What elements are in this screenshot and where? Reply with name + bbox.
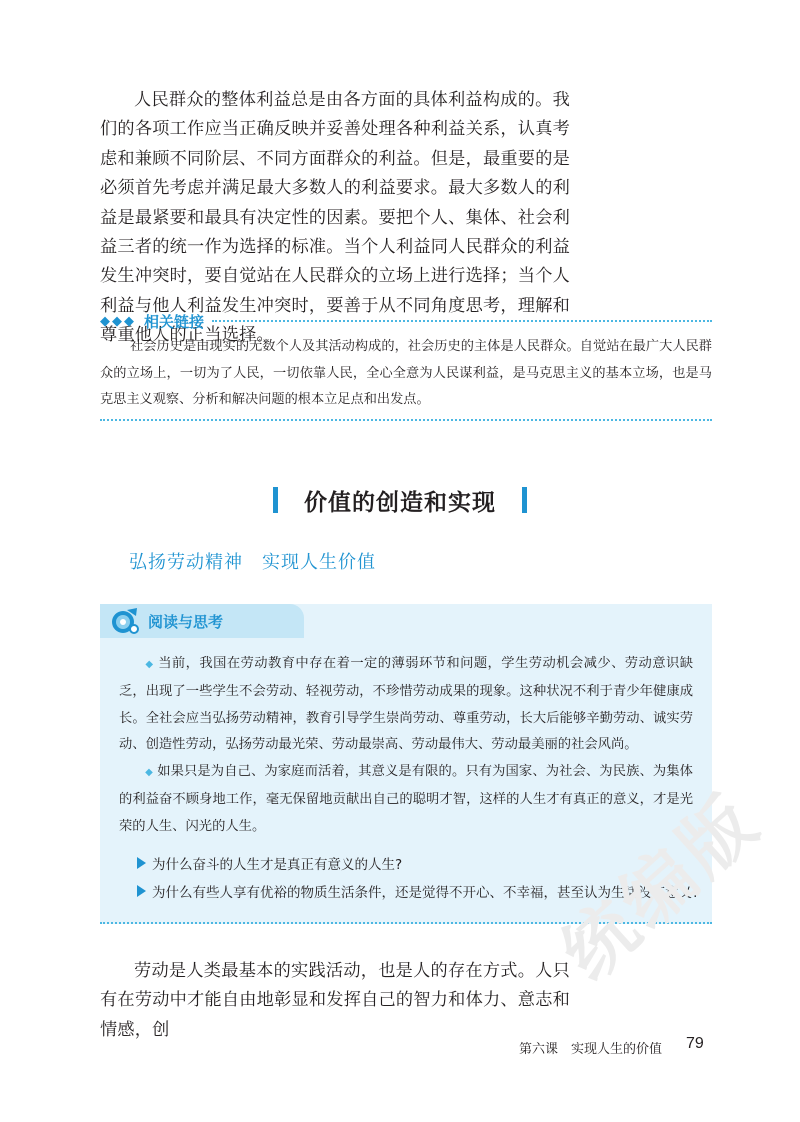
- reading-paragraph: ◆ 当前，我国在劳动教育中存在着一定的薄弱环节和问题，学生劳动机会减少、劳动意识缺乏，出现了一些学生不会劳动、轻视劳动，不珍惜劳动成果的现象。这种状况不利于青少年健康成长。全社会应当弘扬劳动精神，教育引导学生崇尚劳动、尊重劳动，长大后能够辛勤劳动、诚实劳动、创造性劳动，弘扬劳动最光荣、劳动最崇高、劳动最伟大、劳动最美丽的社会风尚。: [119, 656, 693, 753]
- subheading: 弘扬劳动精神 实现人生价值: [129, 552, 376, 573]
- diamond-bullet-icon: ◆: [145, 767, 153, 779]
- related-link-header: [100, 310, 712, 332]
- related-link-title: 相关链接: [144, 312, 205, 331]
- dotted-divider: [100, 419, 712, 421]
- footer-chapter: 第六课 实现人生的价值: [519, 1042, 663, 1057]
- diamond-bullets-icon: ◆◆◆: [100, 313, 136, 329]
- section-title: 价值的创造和实现: [304, 489, 496, 516]
- section-title-row: [0, 482, 800, 518]
- reading-box-title: 阅读与思考: [148, 613, 224, 631]
- related-link-body: 社会历史是由现实的无数个人及其活动构成的，社会历史的主体是人民群众。自觉站在最广大人民群众的立场上，一切为了人民，一切依靠人民，全心全意为人民谋利益，是马克思主义的基本立场，也是马克思主义观察、分析和解决问题的根本立足点和出发点。: [100, 339, 712, 407]
- reading-cd-icon: [110, 607, 140, 635]
- title-bar-left: [273, 487, 278, 513]
- diamond-bullet-icon: ◆: [145, 659, 154, 670]
- question-text: 为什么有些人享有优裕的物质生活条件，还是觉得不开心、不幸福，甚至认为生活没有意义?: [152, 885, 700, 901]
- bottom-paragraph: 劳动是人类最基本的实践活动，也是人的存在方式。人只有在劳动中才能自由地彰显和发挥自己的智力和体力、意志和情感，创: [100, 961, 570, 1040]
- watermark: 统编版: [545, 776, 777, 996]
- arrow-bullet-icon: [137, 857, 146, 869]
- question-item: [137, 853, 402, 873]
- page-number: 79: [686, 1035, 704, 1052]
- title-bar-right: [522, 487, 527, 513]
- top-paragraph: 人民群众的整体利益总是由各方面的具体利益构成的。我们的各项工作应当正确反映并妥善处理各种利益关系，认真考虑和兼顾不同阶层、不同方面群众的利益。但是，最重要的是必须首先考虑并满足最大多数人的利益要求。最大多数人的利益是最紧要和最具有决定性的因素。要把个人、集体、社会利益三者的统一作为选择的标准。当个人利益同人民群众的利益发生冲突时，要自觉站在人民群众的立场上进行选择；当个人利益与他人利益发生冲突时，要善于从不同角度思考，理解和尊重他人的正当选择。: [100, 90, 570, 346]
- reading-box-body: [119, 651, 693, 841]
- reading-paragraph: ◆ 如果只是为自己、为家庭而活着，其意义是有限的。只有为国家、为社会、为民族、为集体的利益奋不顾身地工作，毫无保留地贡献出自己的聪明才智，这样的人生才有真正的意义，才是光荣的人生、闪光的人生。: [119, 764, 693, 834]
- dotted-divider: [212, 320, 712, 322]
- arrow-bullet-icon: [137, 885, 146, 897]
- question-text: 为什么奋斗的人生才是真正有意义的人生?: [152, 857, 403, 873]
